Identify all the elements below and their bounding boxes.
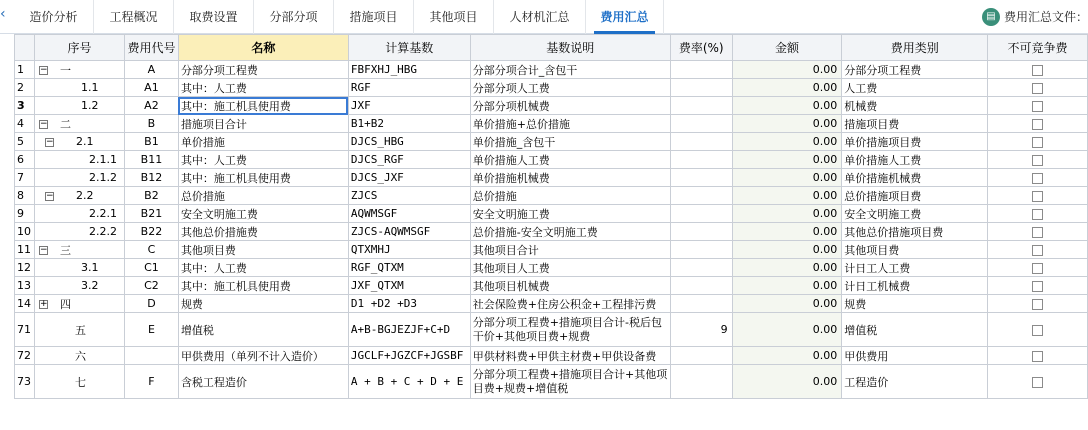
description-cell[interactable]: 其他项目合计: [470, 241, 670, 259]
table-row[interactable]: [15, 115, 1088, 133]
noncompetitive-cell: [988, 205, 1088, 223]
row-number[interactable]: 1: [15, 61, 35, 79]
amount-cell: 0.00: [732, 347, 842, 365]
amount-cell: 0.00: [732, 79, 842, 97]
noncompetitive-cell: [988, 187, 1088, 205]
row-number[interactable]: 2: [15, 79, 35, 97]
expand-icon[interactable]: +: [39, 299, 48, 309]
seq-label: 2.1: [75, 135, 94, 148]
base-cell[interactable]: FBFXHJ_HBG: [348, 61, 470, 79]
fee-summary-table: [14, 34, 1088, 399]
noncompetitive-cell: [988, 133, 1088, 151]
name-cell[interactable]: 分部分项工程费: [178, 61, 348, 79]
description-cell[interactable]: 其他项目人工费: [470, 259, 670, 277]
noncompetitive-checkbox[interactable]: [1032, 209, 1043, 220]
amount-cell: 0.00: [732, 133, 842, 151]
noncompetitive-checkbox[interactable]: [1032, 191, 1043, 202]
description-cell[interactable]: 总价措施-安全文明施工费: [470, 223, 670, 241]
seq-label: 3.2: [80, 279, 99, 292]
row-number[interactable]: 71: [15, 313, 35, 347]
category-cell[interactable]: 分部分项工程费: [842, 61, 988, 79]
amount-cell: 0.00: [732, 295, 842, 313]
base-cell[interactable]: DJCS_RGF: [348, 151, 470, 169]
code-cell[interactable]: A2: [124, 97, 178, 115]
category-cell[interactable]: 规费: [842, 295, 988, 313]
base-cell[interactable]: ZJCS: [348, 187, 470, 205]
code-cell[interactable]: C2: [124, 277, 178, 295]
seq-label: 二: [59, 117, 71, 131]
base-cell[interactable]: RGF_QTXM: [348, 259, 470, 277]
table-row[interactable]: [15, 259, 1088, 277]
category-cell[interactable]: 单价措施人工费: [842, 151, 988, 169]
header-code[interactable]: 费用代号: [124, 35, 178, 61]
rate-cell[interactable]: [670, 187, 732, 205]
row-number[interactable]: 7: [15, 169, 35, 187]
noncompetitive-cell: [988, 97, 1088, 115]
name-cell[interactable]: 其中：人工费: [178, 259, 348, 277]
rate-cell[interactable]: [670, 241, 732, 259]
header-noncompetitive[interactable]: 不可竞争费: [988, 35, 1088, 61]
header-name[interactable]: 名称: [178, 35, 348, 61]
seq-cell[interactable]: [34, 79, 124, 97]
amount-cell: 0.00: [732, 169, 842, 187]
noncompetitive-checkbox[interactable]: [1032, 137, 1043, 148]
seq-label: 2.2.2: [88, 225, 117, 238]
noncompetitive-cell: [988, 365, 1088, 399]
code-cell[interactable]: C1: [124, 259, 178, 277]
code-cell[interactable]: A1: [124, 79, 178, 97]
tab-bar: [0, 0, 1088, 34]
seq-label: 2.2.1: [88, 207, 117, 220]
seq-cell[interactable]: [34, 259, 124, 277]
seq-cell[interactable]: [34, 205, 124, 223]
seq-cell[interactable]: [34, 241, 124, 259]
amount-cell: 0.00: [732, 223, 842, 241]
row-number[interactable]: 9: [15, 205, 35, 223]
code-cell[interactable]: [124, 347, 178, 365]
base-cell[interactable]: B1+B2: [348, 115, 470, 133]
description-cell[interactable]: 其他项目机械费: [470, 277, 670, 295]
noncompetitive-cell: [988, 347, 1088, 365]
rate-cell[interactable]: [670, 277, 732, 295]
amount-cell: 0.00: [732, 61, 842, 79]
rate-cell[interactable]: [670, 133, 732, 151]
table-row[interactable]: [15, 313, 1088, 347]
rate-cell[interactable]: [670, 347, 732, 365]
seq-cell[interactable]: [34, 277, 124, 295]
amount-cell: 0.00: [732, 313, 842, 347]
amount-cell: 0.00: [732, 187, 842, 205]
rate-cell[interactable]: 9: [670, 313, 732, 347]
row-number[interactable]: 13: [15, 277, 35, 295]
table-row[interactable]: [15, 97, 1088, 115]
seq-label: 五: [74, 323, 86, 337]
rate-cell[interactable]: [670, 223, 732, 241]
name-cell[interactable]: 单价措施: [178, 133, 348, 151]
noncompetitive-cell: [988, 115, 1088, 133]
collapse-icon[interactable]: −: [39, 119, 48, 129]
collapse-icon[interactable]: −: [39, 245, 48, 255]
name-cell[interactable]: 其中：人工费: [178, 79, 348, 97]
table-row[interactable]: [15, 187, 1088, 205]
description-cell[interactable]: 安全文明施工费: [470, 205, 670, 223]
seq-cell[interactable]: [34, 365, 124, 399]
category-cell[interactable]: 安全文明施工费: [842, 205, 988, 223]
collapse-icon[interactable]: −: [45, 190, 54, 201]
rate-cell[interactable]: [670, 151, 732, 169]
name-cell[interactable]: 其中：施工机具使用费: [178, 169, 348, 187]
name-cell[interactable]: 其中：施工机具使用费: [178, 97, 348, 115]
amount-cell: 0.00: [732, 365, 842, 399]
category-cell[interactable]: 其他项目费: [842, 241, 988, 259]
table-row[interactable]: [15, 205, 1088, 223]
noncompetitive-cell: [988, 79, 1088, 97]
book-icon: ▤: [982, 8, 1000, 26]
name-cell[interactable]: 其他项目费: [178, 241, 348, 259]
code-cell[interactable]: B2: [124, 187, 178, 205]
amount-cell: 0.00: [732, 115, 842, 133]
noncompetitive-cell: [988, 241, 1088, 259]
noncompetitive-checkbox[interactable]: [1032, 377, 1043, 388]
row-number[interactable]: 10: [15, 223, 35, 241]
table-row[interactable]: [15, 295, 1088, 313]
name-cell[interactable]: 总价措施: [178, 187, 348, 205]
amount-cell: 0.00: [732, 277, 842, 295]
description-cell[interactable]: 社会保险费+住房公积金+工程排污费: [470, 295, 670, 313]
name-cell[interactable]: 安全文明施工费: [178, 205, 348, 223]
noncompetitive-cell: [988, 295, 1088, 313]
seq-cell[interactable]: [34, 295, 124, 313]
noncompetitive-checkbox[interactable]: [1032, 119, 1043, 130]
table-row[interactable]: [15, 223, 1088, 241]
code-cell[interactable]: B: [124, 115, 178, 133]
description-cell[interactable]: 总价措施: [470, 187, 670, 205]
category-cell[interactable]: 计日工人工费: [842, 259, 988, 277]
seq-label: 七: [74, 375, 86, 389]
description-cell[interactable]: 甲供材料费+甲供主材费+甲供设备费: [470, 347, 670, 365]
summary-file-button[interactable]: [982, 8, 1088, 26]
seq-label: 2.1.1: [88, 153, 117, 166]
seq-cell[interactable]: [34, 347, 124, 365]
row-number[interactable]: 14: [15, 295, 35, 313]
row-number[interactable]: 3: [15, 97, 35, 115]
table-row[interactable]: [15, 347, 1088, 365]
header-base[interactable]: 计算基数: [348, 35, 470, 61]
category-cell[interactable]: 计日工机械费: [842, 277, 988, 295]
tab-fee-settings[interactable]: 取费设置: [174, 0, 254, 34]
tab-other-items[interactable]: 其他项目: [414, 0, 494, 34]
header-rate[interactable]: 费率(%): [670, 35, 732, 61]
tab-fee-summary[interactable]: 费用汇总: [586, 0, 664, 34]
row-number[interactable]: 8: [15, 187, 35, 205]
base-cell[interactable]: JGCLF+JGZCF+JGSBF: [348, 347, 470, 365]
base-cell[interactable]: AQWMSGF: [348, 205, 470, 223]
description-cell[interactable]: 单价措施机械费: [470, 169, 670, 187]
noncompetitive-checkbox[interactable]: [1032, 227, 1043, 238]
rate-cell[interactable]: [670, 97, 732, 115]
seq-label: 六: [74, 349, 86, 363]
seq-label: 三: [59, 243, 71, 257]
category-cell[interactable]: 单价措施机械费: [842, 169, 988, 187]
collapse-icon[interactable]: −: [45, 136, 54, 147]
base-cell[interactable]: JXF: [348, 97, 470, 115]
code-cell[interactable]: F: [124, 365, 178, 399]
noncompetitive-cell: [988, 61, 1088, 79]
base-cell[interactable]: DJCS_JXF: [348, 169, 470, 187]
code-cell[interactable]: E: [124, 313, 178, 347]
base-cell[interactable]: A + B + C + D + E: [348, 365, 470, 399]
rate-cell[interactable]: [670, 205, 732, 223]
table-row[interactable]: [15, 169, 1088, 187]
table-row[interactable]: [15, 61, 1088, 79]
base-cell[interactable]: A+B-BGJEZJF+C+D: [348, 313, 470, 347]
noncompetitive-cell: [988, 223, 1088, 241]
table-row[interactable]: [15, 79, 1088, 97]
rate-cell[interactable]: [670, 115, 732, 133]
noncompetitive-checkbox[interactable]: [1032, 83, 1043, 94]
category-cell[interactable]: 甲供费用: [842, 347, 988, 365]
noncompetitive-checkbox[interactable]: [1032, 325, 1043, 336]
rate-cell[interactable]: [670, 295, 732, 313]
name-cell[interactable]: 甲供费用（单列不计入造价）: [178, 347, 348, 365]
noncompetitive-cell: [988, 151, 1088, 169]
header-corner: [15, 35, 35, 61]
noncompetitive-cell: [988, 259, 1088, 277]
code-cell[interactable]: B21: [124, 205, 178, 223]
seq-cell[interactable]: [34, 169, 124, 187]
code-cell[interactable]: B22: [124, 223, 178, 241]
seq-label: 2.1.2: [88, 171, 117, 184]
row-number[interactable]: 73: [15, 365, 35, 399]
base-cell[interactable]: RGF: [348, 79, 470, 97]
name-cell[interactable]: 规费: [178, 295, 348, 313]
category-cell[interactable]: 其他总价措施项目费: [842, 223, 988, 241]
noncompetitive-checkbox[interactable]: [1032, 263, 1043, 274]
base-cell[interactable]: ZJCS-AQWMSGF: [348, 223, 470, 241]
noncompetitive-checkbox[interactable]: [1032, 155, 1043, 166]
rate-cell[interactable]: [670, 169, 732, 187]
code-cell[interactable]: B1: [124, 133, 178, 151]
table-row[interactable]: [15, 241, 1088, 259]
name-cell[interactable]: 增值税: [178, 313, 348, 347]
category-cell[interactable]: 人工费: [842, 79, 988, 97]
name-cell[interactable]: 其中：施工机具使用费: [178, 277, 348, 295]
description-cell[interactable]: 分部分项机械费: [470, 97, 670, 115]
seq-label: 1.2: [80, 99, 99, 112]
table-row[interactable]: [15, 277, 1088, 295]
category-cell[interactable]: 工程造价: [842, 365, 988, 399]
category-cell[interactable]: 机械费: [842, 97, 988, 115]
seq-label: 一: [59, 63, 71, 77]
category-cell[interactable]: 增值税: [842, 313, 988, 347]
seq-cell[interactable]: [34, 187, 124, 205]
amount-cell: 0.00: [732, 259, 842, 277]
noncompetitive-checkbox[interactable]: [1032, 65, 1043, 76]
base-cell[interactable]: QTXMHJ: [348, 241, 470, 259]
tab-cost-analysis[interactable]: 造价分析: [14, 0, 94, 34]
seq-label: 四: [59, 297, 71, 311]
description-cell[interactable]: 分部分项工程费+措施项目合计+其他项目费+规费+增值税: [470, 365, 670, 399]
seq-cell[interactable]: [34, 97, 124, 115]
header-category[interactable]: 费用类别: [842, 35, 988, 61]
category-cell[interactable]: 总价措施项目费: [842, 187, 988, 205]
base-cell[interactable]: DJCS_HBG: [348, 133, 470, 151]
collapse-icon[interactable]: −: [39, 65, 48, 75]
rate-cell[interactable]: [670, 61, 732, 79]
row-number[interactable]: 12: [15, 259, 35, 277]
seq-label: 1.1: [80, 81, 99, 94]
noncompetitive-checkbox[interactable]: [1032, 299, 1043, 310]
header-row: [15, 35, 1088, 61]
row-number[interactable]: 11: [15, 241, 35, 259]
table-row[interactable]: [15, 151, 1088, 169]
table-row[interactable]: [15, 133, 1088, 151]
description-cell[interactable]: 分部分项人工费: [470, 79, 670, 97]
rate-cell[interactable]: [670, 79, 732, 97]
noncompetitive-cell: [988, 277, 1088, 295]
seq-label: 3.1: [80, 261, 99, 274]
rate-cell[interactable]: [670, 365, 732, 399]
name-cell[interactable]: 其他总价措施费: [178, 223, 348, 241]
summary-file-label: 费用汇总文件：: [1003, 10, 1088, 24]
description-cell[interactable]: 单价措施+总价措施: [470, 115, 670, 133]
seq-cell[interactable]: [34, 115, 124, 133]
description-cell[interactable]: 分部分项合计_含包干: [470, 61, 670, 79]
amount-cell: 0.00: [732, 97, 842, 115]
description-cell[interactable]: 分部分项工程费+措施项目合计-税后包干价+其他项目费+规费: [470, 313, 670, 347]
row-number[interactable]: 6: [15, 151, 35, 169]
base-cell[interactable]: JXF_QTXM: [348, 277, 470, 295]
tab-measures[interactable]: 措施项目: [334, 0, 414, 34]
base-cell[interactable]: D1 +D2 +D3: [348, 295, 470, 313]
noncompetitive-checkbox[interactable]: [1032, 245, 1043, 256]
code-cell[interactable]: C: [124, 241, 178, 259]
row-number[interactable]: 5: [15, 133, 35, 151]
table-row[interactable]: [15, 365, 1088, 399]
description-cell[interactable]: 单价措施人工费: [470, 151, 670, 169]
noncompetitive-checkbox[interactable]: [1032, 281, 1043, 292]
tab-labor-material-summary[interactable]: 人材机汇总: [494, 0, 586, 34]
name-cell[interactable]: 措施项目合计: [178, 115, 348, 133]
header-seq[interactable]: 序号: [34, 35, 124, 61]
tab-sub-items[interactable]: 分部分项: [254, 0, 334, 34]
code-cell[interactable]: B12: [124, 169, 178, 187]
amount-cell: 0.00: [732, 205, 842, 223]
header-description[interactable]: 基数说明: [470, 35, 670, 61]
code-cell[interactable]: B11: [124, 151, 178, 169]
code-cell[interactable]: A: [124, 61, 178, 79]
category-cell[interactable]: 措施项目费: [842, 115, 988, 133]
noncompetitive-cell: [988, 169, 1088, 187]
seq-cell[interactable]: [34, 133, 124, 151]
header-amount[interactable]: 金额: [732, 35, 842, 61]
seq-cell[interactable]: [34, 313, 124, 347]
noncompetitive-checkbox[interactable]: [1032, 351, 1043, 362]
seq-cell[interactable]: [34, 223, 124, 241]
noncompetitive-checkbox[interactable]: [1032, 101, 1043, 112]
tab-project-overview[interactable]: 工程概况: [94, 0, 174, 34]
name-cell[interactable]: 其中：人工费: [178, 151, 348, 169]
seq-cell[interactable]: [34, 61, 124, 79]
description-cell[interactable]: 单价措施_含包干: [470, 133, 670, 151]
seq-cell[interactable]: [34, 151, 124, 169]
seq-label: 2.2: [75, 189, 94, 202]
category-cell[interactable]: 单价措施项目费: [842, 133, 988, 151]
chevron-left-icon[interactable]: ‹: [0, 6, 6, 22]
noncompetitive-cell: [988, 313, 1088, 347]
name-cell[interactable]: 含税工程造价: [178, 365, 348, 399]
code-cell[interactable]: D: [124, 295, 178, 313]
row-number[interactable]: 4: [15, 115, 35, 133]
amount-cell: 0.00: [732, 241, 842, 259]
noncompetitive-checkbox[interactable]: [1032, 173, 1043, 184]
rate-cell[interactable]: [670, 259, 732, 277]
row-number[interactable]: 72: [15, 347, 35, 365]
amount-cell: 0.00: [732, 151, 842, 169]
